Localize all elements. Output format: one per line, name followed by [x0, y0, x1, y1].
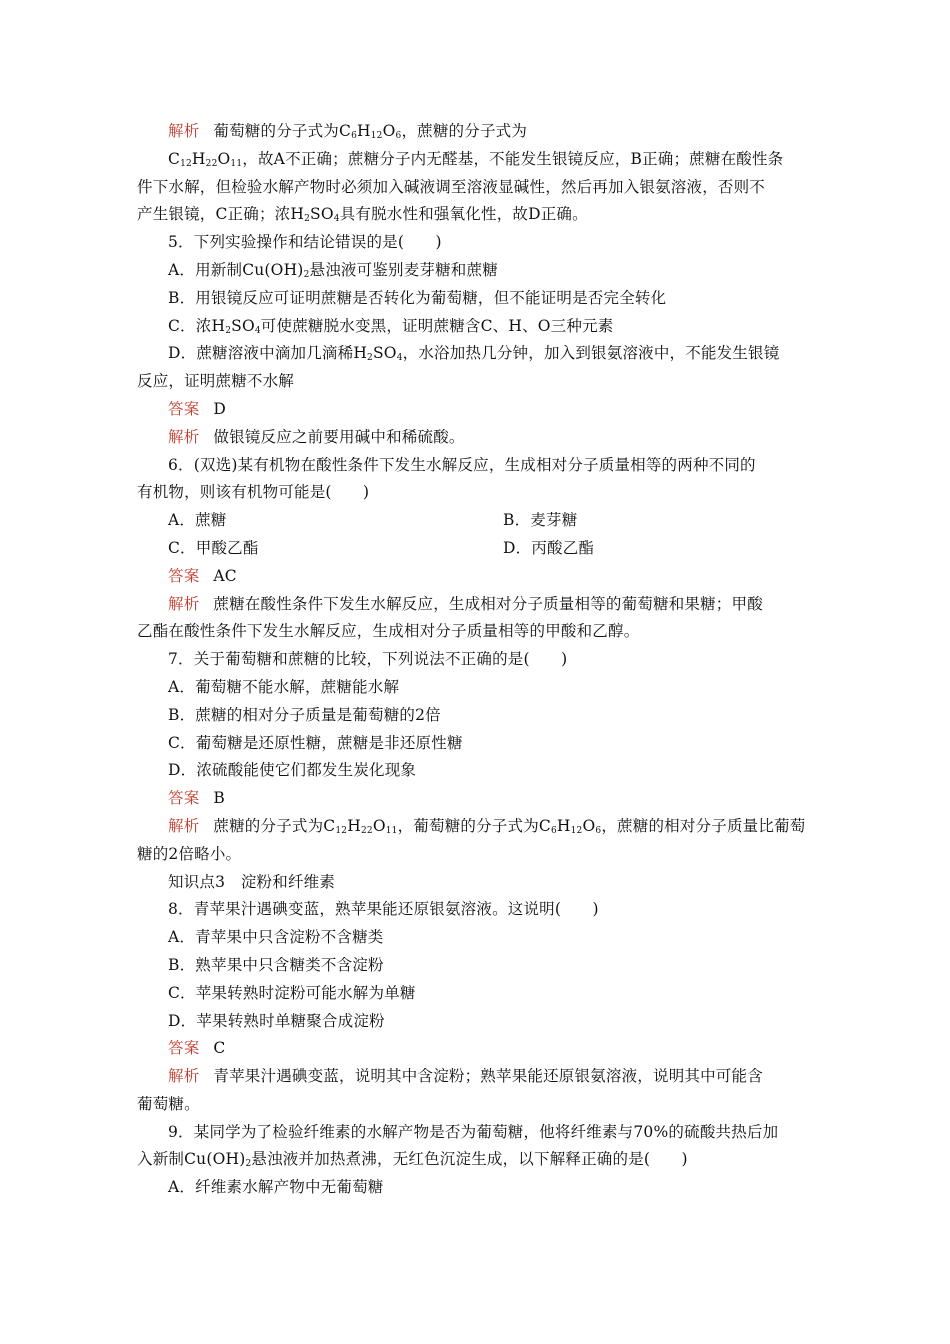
- q5-answer: 答案 D: [168, 399, 227, 418]
- q8-option-d: D．苹果转熟时单糖聚合成淀粉: [168, 1011, 385, 1030]
- q7-stem: 7．关于葡萄糖和蔗糖的比较，下列说法不正确的是( ): [168, 650, 568, 669]
- q7-option-c: C．葡萄糖是还原性糖，蔗糖是非还原性糖: [168, 733, 463, 752]
- answer-label: 答案: [168, 1039, 200, 1058]
- q5-option-d-cont: 反应，证明蔗糖不水解: [137, 372, 295, 391]
- q9-stem-1: 9．某同学为了检验纤维素的水解产物是否为葡萄糖，他将纤维素与70%的硫酸共热后加: [168, 1122, 779, 1141]
- q6-stem-2: 有机物，则该有机物可能是( ): [137, 483, 370, 502]
- q5-option-b: B．用银镜反应可证明蔗糖是否转化为葡萄糖，但不能证明是否完全转化: [168, 288, 667, 307]
- q4-analysis-line-1: 解析 葡萄糖的分子式为$C_6H_{12}O_6$，蔗糖的分子式为: [168, 122, 528, 141]
- q9-stem-2: 入新制$Cu(OH)_2$悬浊液并加热煮沸，无红色沉淀生成，以下解释正确的是( ): [137, 1150, 688, 1170]
- answer-label: 答案: [168, 399, 200, 418]
- q6-option-c: C．甲酸乙酯: [168, 538, 259, 557]
- q7-analysis-1: 解析 蔗糖的分子式为$C_{12}H_{22}O_{11}$，葡萄糖的分子式为$C_6H_{12}O_6$，蔗糖的相对分子质量比葡萄: [168, 816, 806, 836]
- q8-stem: 8．青苹果汁遇碘变蓝，熟苹果能还原银氨溶液。这说明( ): [168, 900, 599, 919]
- analysis-label: 解析: [168, 427, 200, 446]
- document-page: [137, 118, 817, 1202]
- q8-option-b: B．熟苹果中只含糖类不含淀粉: [168, 955, 384, 974]
- q4-analysis-line-4: 产生银镜，C正确；浓$H_2SO_4$具有脱水性和强氧化性，故D正确。: [137, 205, 588, 225]
- q7-option-d: D．浓硫酸能使它们都发生炭化现象: [168, 761, 417, 780]
- q6-analysis-2: 乙酯在酸性条件下发生水解反应，生成相对分子质量相等的甲酸和乙醇。: [137, 622, 640, 641]
- q6-option-b: B．麦芽糖: [503, 511, 578, 530]
- q4-analysis-line-3: 件下水解，但检验水解产物时必须加入碱液调至溶液显碱性，然后再加入银氨溶液，否则不: [137, 177, 766, 196]
- q6-stem-1: 6．(双选)某有机物在酸性条件下发生水解反应，生成相对分子质量相等的两种不同的: [168, 455, 756, 474]
- q7-answer: 答案 B: [168, 789, 225, 808]
- q6-option-d: D．丙酸乙酯: [503, 538, 595, 557]
- q8-option-a: A．青苹果中只含淀粉不含糖类: [168, 928, 384, 947]
- analysis-label: 解析: [168, 122, 200, 140]
- answer-label: 答案: [168, 566, 200, 585]
- q5-stem: 5．下列实验操作和结论错误的是( ): [168, 233, 442, 252]
- q5-analysis: 解析 做银镜反应之前要用碱中和稀硫酸。: [168, 427, 465, 446]
- q5-option-d: D．蔗糖溶液中滴加几滴稀$H_2SO_4$，水浴加热几分钟，加入到银氨溶液中，不能发生银镜: [168, 344, 780, 364]
- q5-option-c: C．浓$H_2SO_4$可使蔗糖脱水变黑，证明蔗糖含C、H、O三种元素: [168, 316, 614, 336]
- answer-label: 答案: [168, 789, 200, 808]
- q7-analysis-2: 糖的2倍略小。: [137, 844, 242, 863]
- q8-analysis-2: 葡萄糖。: [137, 1094, 200, 1113]
- analysis-label: 解析: [168, 1067, 200, 1086]
- q6-options-cd: [137, 535, 817, 563]
- q9-option-a: A．纤维素水解产物中无葡萄糖: [168, 1178, 384, 1197]
- analysis-label: 解析: [168, 594, 200, 613]
- q6-options-ab: [137, 507, 817, 535]
- knowledge-point-heading: 知识点3 淀粉和纤维素: [168, 872, 336, 891]
- q5-option-a: A．用新制$Cu(OH)_2$悬浊液可鉴别麦芽糖和蔗糖: [168, 260, 498, 280]
- q8-option-c: C．苹果转熟时淀粉可能水解为单糖: [168, 983, 416, 1002]
- analysis-label: 解析: [168, 816, 200, 835]
- q8-analysis-1: 解析 青苹果汁遇碘变蓝，说明其中含淀粉；熟苹果能还原银氨溶液，说明其中可能含: [168, 1067, 763, 1086]
- q6-option-a: A．蔗糖: [168, 511, 227, 530]
- q4-analysis-line-2: $C_{12}H_{22}O_{11}$，故A不正确；蔗糖分子内无醛基，不能发生银镜反应，B正确；蔗糖在酸性条: [168, 149, 784, 169]
- q6-analysis-1: 解析 蔗糖在酸性条件下发生水解反应，生成相对分子质量相等的葡萄糖和果糖；甲酸: [168, 594, 763, 613]
- q8-answer: 答案 C: [168, 1039, 226, 1058]
- q6-answer: 答案 AC: [168, 566, 237, 585]
- q7-option-b: B．蔗糖的相对分子质量是葡萄糖的2倍: [168, 705, 441, 724]
- q7-option-a: A．葡萄糖不能水解，蔗糖能水解: [168, 677, 400, 696]
